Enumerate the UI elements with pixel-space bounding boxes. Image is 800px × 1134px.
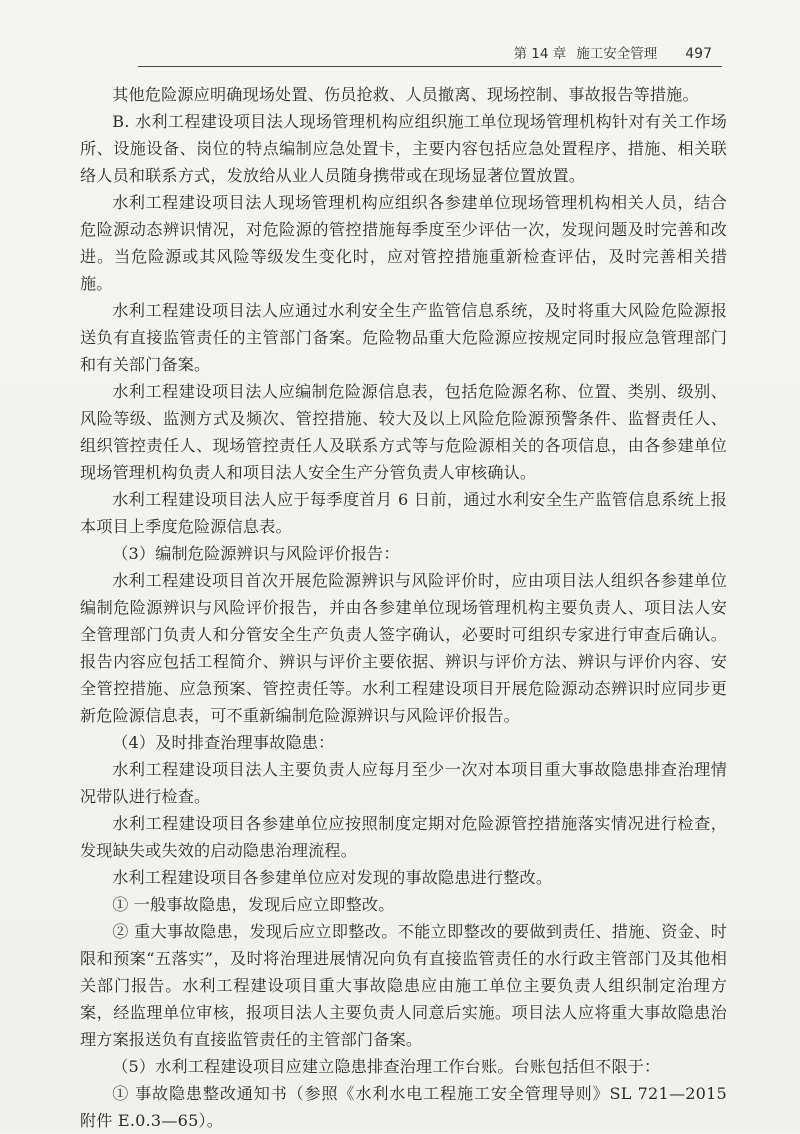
paragraph: 水利工程建设项目法人应通过水利安全生产监管信息系统，及时将重大风险危险源报送负有直接监管责任的主管部门备案。危险物品重大危险源应按规定同时报应急管理部门和有关部门备案。 (80, 301, 727, 374)
paragraph: B. 水利工程建设项目法人现场管理机构应组织施工单位现场管理机构针对有关工作场所、设施设备、岗位的特点编制应急处置卡，主要内容包括应急处置程序、措施、相关联络人员和联系方式，发放给从业人员随身携带或在现场显著位置放置。 (80, 112, 727, 185)
running-header (138, 40, 722, 67)
paragraph: 水利工程建设项目各参建单位应按照制度定期对危险源管控措施落实情况进行检查，发现缺失或失效的启动隐患治理流程。 (80, 814, 727, 860)
header-right (514, 42, 713, 62)
paragraph: 水利工程建设项目法人现场管理机构应组织各参建单位现场管理机构相关人员，结合危险源动态辨识情况，对危险源的管控措施每季度至少评估一次，发现问题及时完善和改进。当危险源或其风险等级发生变化时，应对管控措施重新检查评估，及时完善相关措施。 (80, 193, 727, 293)
list-item: ① 一般事故隐患，发现后应立即整改。 (112, 895, 395, 914)
section-heading: （5）水利工程建设项目应建立隐患排查治理工作台账。台账包括但不限于： (112, 1057, 661, 1076)
body-text (80, 81, 727, 1134)
paragraph: 其他危险源应明确现场处置、伤员抢救、人员撤离、现场控制、事故报告等措施。 (112, 85, 699, 104)
list-item: ① 事故隐患整改通知书（参照《水利水电工程施工安全管理导则》SL 721—2015 附件 E.0.3—65）。 (80, 1084, 727, 1130)
paragraph: 水利工程建设项目法人应于每季度首月 6 日前，通过水利安全生产监管信息系统上报本项目上季度危险源信息表。 (80, 490, 727, 536)
chapter-label: 第 14 章 (513, 46, 567, 62)
paragraph: 水利工程建设项目法人主要负责人应每月至少一次对本项目重大事故隐患排查治理情况带队进行检查。 (80, 760, 727, 806)
paragraph: 水利工程建设项目首次开展危险源辨识与风险评价时，应由项目法人组织各参建单位编制危险源辨识与风险评价报告，并由各参建单位现场管理机构主要负责人、项目法人安全管理部门负责人和分管安全生产负责人签字确认，必要时可组织专家进行审查后确认。报告内容应包括工程简介、辨识与评价主要依据、辨识与评价方法、辨识与评价内容、安全管控措施、应急预案、管控责任等。水利工程建设项目开展危险源动态辨识时应同步更新危险源信息表，可不重新编制危险源辨识与风险评价报告。 (80, 571, 727, 725)
section-heading: （3）编制危险源辨识与风险评价报告： (112, 544, 400, 563)
chapter-title: 施工安全管理 (576, 46, 658, 62)
paragraph: 水利工程建设项目各参建单位应对发现的事故隐患进行整改。 (112, 868, 553, 887)
paragraph: 水利工程建设项目法人应编制危险源信息表，包括危险源名称、位置、类别、级别、风险等级、监测方式及频次、管控措施、较大及以上风险危险源预警条件、监督责任人、组织管控责任人、现场管控责任人及联系方式等与危险源相关的各项信息，由各参建单位现场管理机构负责人和项目法人安全生产分管负责人审核确认。 (80, 382, 727, 482)
section-heading: （4）及时排查治理事故隐患： (112, 733, 335, 752)
list-item: ② 重大事故隐患，发现后应立即整改。不能立即整改的要做到责任、措施、资金、时限和预案“五落实”，及时将治理进展情况向负有直接监管责任的水行政主管部门及其他相关部门报告。水利工程建设项目重大事故隐患应由施工单位主要负责人组织制定治理方案，经监理单位审核，报项目法人主要负责人同意后实施。项目法人应将重大事故隐患治理方案报送负有直接监管责任的主管部门备案。 (80, 922, 727, 1049)
page-number: 497 (685, 46, 712, 62)
